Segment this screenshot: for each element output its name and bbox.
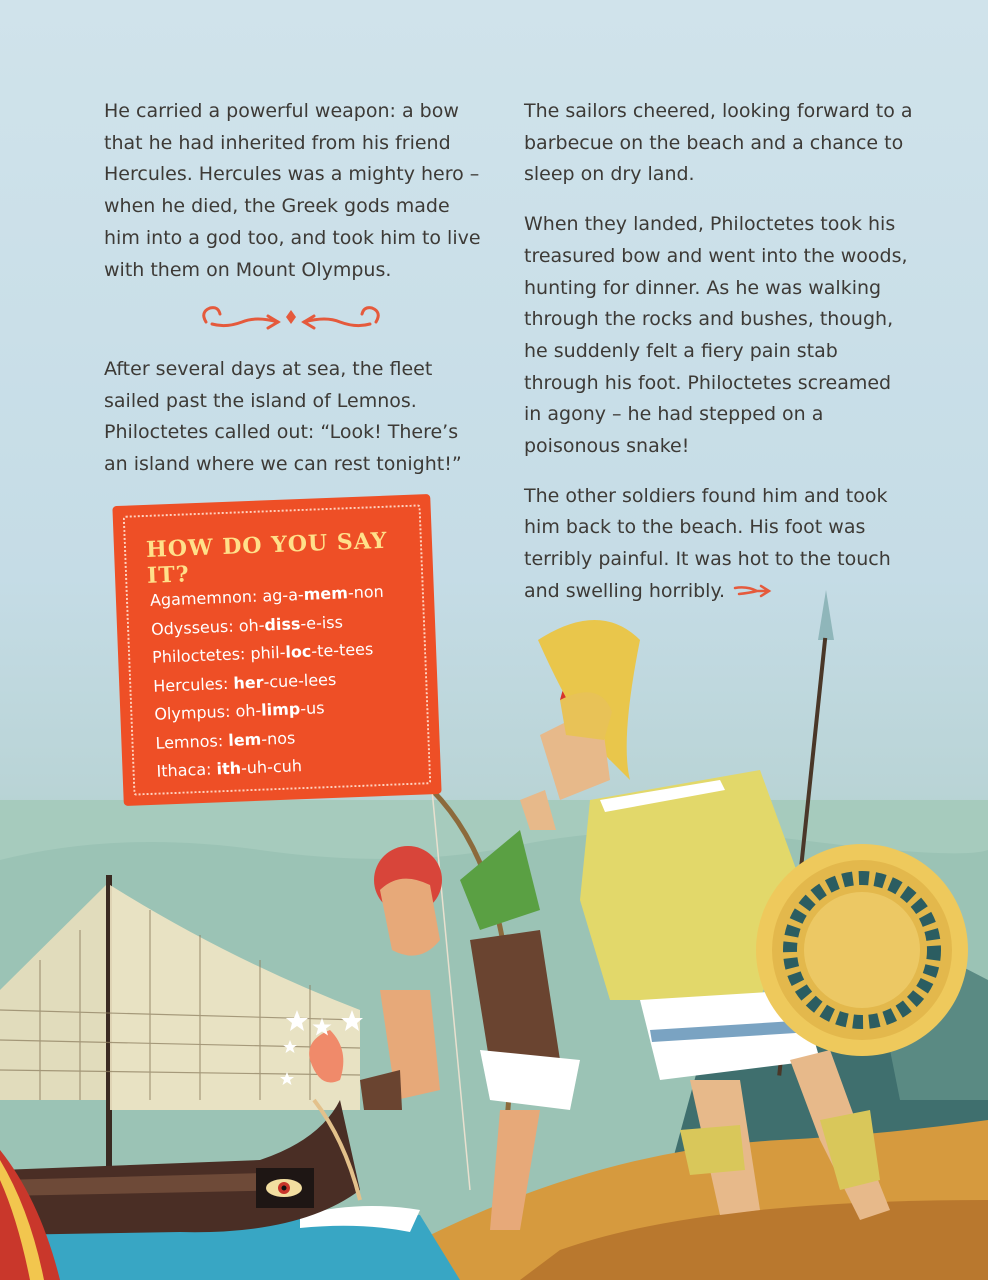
- pronunciation-item: Olympus: oh-limp-us: [154, 698, 325, 724]
- pronunciation-item: Agamemnon: ag-a-mem-non: [149, 581, 385, 610]
- right-column: [524, 96, 914, 626]
- left-paragraph-1: He carried a powerful weapon: a bow that he had inherited from his friend Hercules. Hercules was a mighty hero – when he died, the Greek gods made him into a god too, and took him to live with them on Mount Olympus.: [104, 100, 481, 281]
- right-paragraph-1: The sailors cheered, looking forward to a barbecue on the beach and a chance to sleep on dry land.: [524, 100, 913, 186]
- pronunciation-item: Philoctetes: phil-loc-te-tees: [151, 639, 374, 667]
- pronunciation-item: Ithaca: ith-uh-cuh: [156, 756, 303, 781]
- box-title: HOW DO YOU SAY IT?: [145, 527, 388, 589]
- right-paragraph-3: The other soldiers found him and took him back to the beach. His foot was terribly painful. It was hot to the touch and swelling horribly.: [524, 484, 891, 602]
- left-paragraph-2: After several days at sea, the fleet sailed past the island of Lemnos. Philoctetes called out: “Look! There’s an island where we can rest tonight!”: [104, 358, 462, 476]
- ornamental-divider-icon: [196, 300, 386, 334]
- pronunciation-list: [149, 578, 390, 786]
- right-paragraph-2: When they landed, Philoctetes took his treasured bow and went into the woods, hunting for dinner. As he was walking through the rocks and bushes, though, he suddenly felt a fiery pain stab through his foot. Philoctetes screamed in agony – he had stepped on a poisonous snake!: [524, 213, 908, 458]
- pronunciation-box: [112, 494, 441, 806]
- continue-arrow-icon: [733, 584, 773, 598]
- pronunciation-item: Lemnos: lem-nos: [155, 727, 296, 753]
- pronunciation-item: Odysseus: oh-diss-e-iss: [150, 611, 344, 639]
- left-column: [104, 96, 484, 304]
- pronunciation-item: Hercules: her-cue-lees: [152, 669, 337, 696]
